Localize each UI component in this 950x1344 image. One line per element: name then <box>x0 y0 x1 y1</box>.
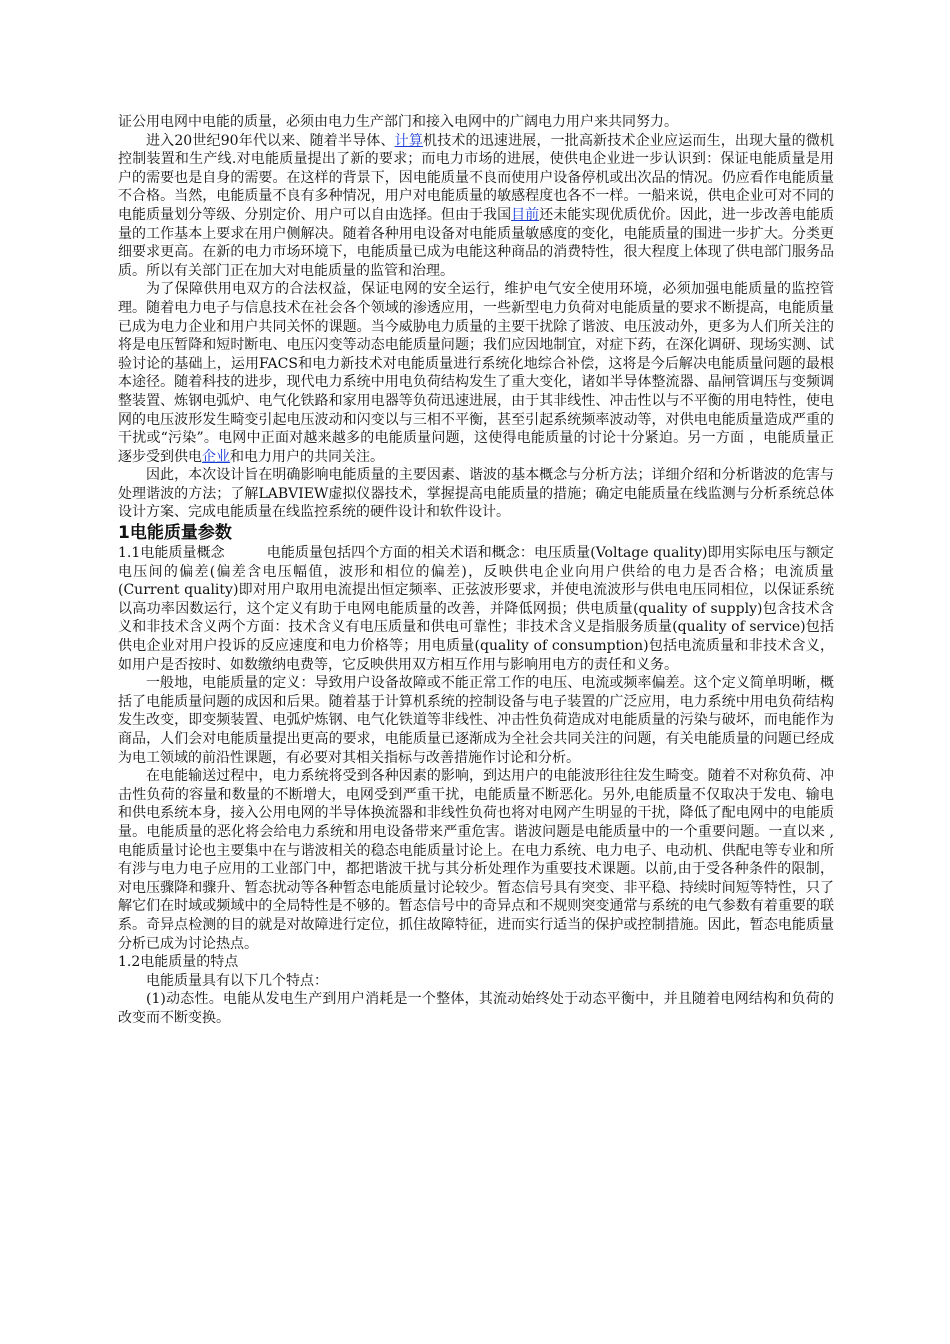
link-muqian[interactable]: 目前 <box>511 206 540 223</box>
paragraph-safeguard <box>118 280 834 466</box>
link-jisuan[interactable]: 计算 <box>394 132 424 149</box>
paragraph-transmission: 在电能输送过程中，电力系统将受到各种因素的影响，到达用户的电能波形往往发生畸变。随着不对称负荷、冲击性负荷的容量和数量的不断增大，电网受到严重干扰，电能质量不断恶化。另外,电能质量不仅取决于发电、输电和供电系统本身，接入公用电网的半导体换流器和非线性负荷也将对电网产生明显的干扰，降低了配电网中的电能质量。电能质量的恶化将会给电力系统和用电设备带来严重危害。谐波问题是电能质量中的一个重要问题。一直以来 ,电能质量讨论也主要集中在与谐波相关的稳态电能质量讨论上。在电力系统、电力电子、电动机、供配电等专业和所有涉与电力电子应用的工业部门中，都把谐波干扰与其分析处理作为重要技术课题。以前,由于受各种条件的限制，对电压骤降和骤升、暂态扰动等各种暂态电能质量讨论较少。暂态信号具有突变、非平稳、持续时间短等特性，只了解它们在时域或频域中的全局特性是不够的。暂态信号中的奇异点和不规则突变通常与系统的电气参数有着重要的联系。奇异点检测的目的就是对故障进行定位，抓住故障特征，进而实行适当的保护或控制措施。因此，暂态电能质量分析已成为讨论热点。 <box>118 768 834 952</box>
paragraph-definition: 一般地，电能质量的定义：导致用户设备故障或不能正常工作的电压、电流或频率偏差。这个定义简单明晰，概括了电能质量问题的成因和后果。随着基于计算机系统的控制设备与电子装置的广泛应用，电力系统中用电负荷结构发生改变，即变频装置、电弧炉炼钢、电气化铁道等非线性、冲击性负荷造成对电能质量的污染与破坏，而电能作为商品，人们会对电能质量提出更高的要求，电能质量已逐渐成为全社会共同关注的问题，有关电能质量的问题已经成为电工领域的前沿性课题，有必要对其相关指标与改善措施作讨论和分析。 <box>118 675 834 766</box>
paragraph-intro-tail: 证公用电网中电能的质量，必须由电力生产部门和接入电网中的广阔电力用户来共同努力。 <box>118 114 678 130</box>
link-qiye[interactable]: 企业 <box>202 448 230 465</box>
paragraph-design-goal: 因此，本次设计旨在明确影响电能质量的主要因素、谐波的基本概念与分析方法；详细介绍和分析谐波的危害与处理谐波的方法；了解LABVIEW虚拟仪器技术，掌握提高电能质量的措施；确定电能质量在线监测与分析系统总体设计方案、完成电能质量在线监控系统的硬件设计和软件设计。 <box>118 467 834 521</box>
text-segment: 机技术的迅速进展，一批高新技术企业应运而生，出现大量的微机控制装置和生产线.对电能质量提出了新的要求；而电力市场的进展，使供电企业进一步认识到：保证电能质量是用户的需要也是自身的需要。在这样的背景下，因电能质量不良而使用户设备停机或出次品的情况。仍应看作电能质量不合格。当然，电能质量不良有多种情况，用户对电能质量的敏感程度也各不一样。一船来说，供电企业可对不同的电能质量划分等级、分别定价、用户可以自由选择。但由于我国 <box>118 132 834 223</box>
text-segment: 为了保障供用电双方的合法权益，保证电网的安全运行，维护电气安全使用环境，必须加强电能质量的监控管理。随着电力电子与信息技术在社会各个领域的渗透应用，一些新型电力负荷对电能质量的要求不断提高，电能质量已成为电力企业和用户共同关怀的课题。当今威胁电力质量的主要干扰除了谐波、电压波动外，更多为人们所关注的将是电压暂降和短时断电、电压闪变等动态电能质量问题；我们应因地制宜，对症下药，在深化调研、现场实测、试验讨论的基础上，运用FACS和电力新技术对电能质量进行系统化地综合补偿，这将是今后解决电能质量问题的最根本途径。随着科技的进步，现代电力系统中用电负荷结构发生了重大变化，诸如半导体整流器、晶闸管调压与变频调整装置、炼钢电弧炉、电气化铁路和家用电器等负荷迅速进展，由于其非线性、冲击性以与不平衡的用电特性，使电网的电压波形发生畸变引起电压波动和闪变以与三相不平衡，甚至引起系统频率波动等，对供电电能质量造成严重的干扰或“污染”。电网中正面对越来越多的电能质量问题，这使得电能质量的讨论十分紧迫。另一方面 ，电能质量正逐步受到供电 <box>118 281 834 465</box>
document-page <box>118 113 834 1028</box>
subsection-label-1-1: 1.1电能质量概念 <box>118 545 225 562</box>
subsection-heading-1-2: 1.2电能质量的特点 <box>118 954 239 971</box>
paragraph-features-intro: 电能质量具有以下几个特点： <box>146 972 328 989</box>
paragraph-1990s <box>118 132 834 281</box>
text-segment: 电能质量包括四个方面的相关术语和概念：电压质量(Voltage quality)即用实际电压与额定电压间的偏差(偏差含电压幅值，波形和相位的偏差)，反映供电企业向用户供给的电力是否合格；电流质量(Current quality)即对用户取用电流提出恒定频率、正弦波形要求，并使电流波形与供电电压同相位，以保证系统以高功率因数运行，这个定义有助于电网电能质量的改善，并降低网损；供电质量(quality of supply)包含技术含义和非技术含义两个方面：技术含义有电压质量和供电可靠性；非技术含义是指服务质量(quality of service)包括供电企业对用户投诉的反应速度和电力价格等；用电质量(quality of consumption)包括电流质量和非技术含义，如用户是否按时、如数缴纳电费等，它反映供用双方相互作用与影响用电方的责任和义务。 <box>118 545 835 673</box>
text-segment: 还未能实现优质优价。因此，进一步改善电能质量的工作基本上要求在用户侧解决。随着各种用电设备对电能质量敏感度的变化，电能质量的围进一步扩大。分类更细要求更高。在新的电力市场环境下，电能质量已成为电能这种商品的消费特性，很大程度上体现了供电部门服务品质。所以有关部门正在加大对电能质量的监管和治理。 <box>118 206 835 279</box>
text-segment: 和电力用户的共同关注。 <box>230 448 384 465</box>
paragraph-1-1 <box>118 544 834 674</box>
section-heading-1: 1电能质量参数 <box>118 523 232 544</box>
text-segment: 进入20世纪90年代以来、随着半导体、 <box>146 132 395 149</box>
paragraph-feature-1: (1)动态性。电能从发电生产到用户消耗是一个整体，其流动始终处于动态平衡中，并且随着电网结构和负荷的改变而不断变换。 <box>118 991 834 1026</box>
